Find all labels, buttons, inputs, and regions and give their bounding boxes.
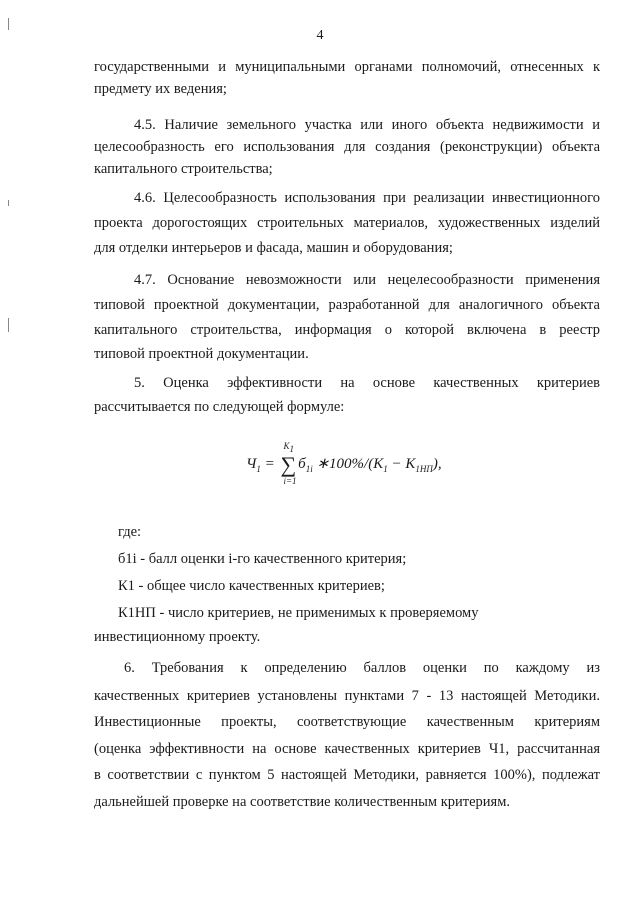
text-line: предмету их ведения;: [94, 81, 227, 97]
text-line: целесообразность его использования для создания (реконструкции) объекта: [94, 139, 600, 155]
formula-mid: ∗100%/(K: [312, 456, 384, 472]
margin-mark: [8, 318, 9, 332]
formula-lhs: Ч: [246, 456, 257, 472]
text-line: 4.7. Основание невозможности или нецелесообразности применения: [134, 272, 600, 288]
text-line: капитального строительства, информация о которой включена в реестр: [94, 322, 600, 338]
formula-term: б: [298, 456, 306, 472]
text-line: типовой проектной документации.: [94, 346, 309, 362]
text-line: рассчитывается по следующей формуле:: [94, 399, 345, 415]
sum-sign: ∑: [280, 452, 297, 477]
text-line: 6. Требования к определению баллов оценки по каждому из: [124, 660, 600, 676]
formula-mid-sub: 1: [383, 464, 388, 474]
formula-end: ),: [432, 456, 442, 472]
margin-mark: [8, 18, 9, 30]
text-line: типовой проектной документации, разработанной для аналогичного объекта: [94, 297, 600, 313]
text-line: Инвестиционные проекты, соответствующие качественным критериям: [94, 714, 600, 730]
sum-symbol: [280, 441, 297, 486]
text-line: для отделки интерьеров и фасада, машин и оборудования;: [94, 240, 453, 256]
page-number: 4: [316, 28, 324, 43]
formula: [246, 441, 442, 486]
text-line: 4.6. Целесообразность использования при реализации инвестиционного: [134, 190, 600, 206]
sum-upper-limit: [283, 441, 294, 454]
margin-mark: [8, 200, 9, 206]
sum-upper: K: [283, 441, 290, 451]
text-line: в соответствии с пунктом 5 настоящей Методики, равняется 100%), подлежат: [94, 767, 600, 783]
formula-last-sub: 1НП: [415, 464, 433, 474]
text-line: дальнейшей проверке на соответствие количественным критериям.: [94, 794, 511, 810]
formula-lhs-sub: 1: [256, 464, 261, 474]
text-line: 5. Оценка эффективности на основе качественных критериев: [134, 375, 600, 391]
formula-eq: =: [260, 456, 279, 472]
text-line: где:: [118, 524, 142, 540]
text-line: 4.5. Наличие земельного участка или иного объекта недвижимости и: [134, 117, 600, 133]
sum-lower-limit: i=1: [283, 476, 297, 486]
text-line: качественных критериев установлены пунктами 7 - 13 настоящей Методики.: [94, 688, 600, 704]
text-line: б1i - балл оценки i-го качественного критерия;: [118, 551, 407, 567]
text-line: К1 - общее число качественных критериев;: [118, 578, 385, 594]
text-line: проекта дорогостоящих строительных материалов, художественных изделий: [94, 215, 600, 231]
sum-upper-sub: 1: [289, 443, 294, 454]
text-line: (оценка эффективности на основе качественных критериев Ч1, рассчитанная: [94, 741, 600, 757]
formula-minus: − K: [387, 456, 416, 472]
text-line: капитального строительства;: [94, 161, 273, 177]
text-line: инвестиционному проекту.: [94, 629, 261, 645]
text-line: государственными и муниципальными органами полномочий, отнесенных к: [94, 59, 600, 75]
formula-term-sub: 1i: [305, 464, 313, 474]
text-line: К1НП - число критериев, не применимых к проверяемому: [118, 605, 479, 621]
